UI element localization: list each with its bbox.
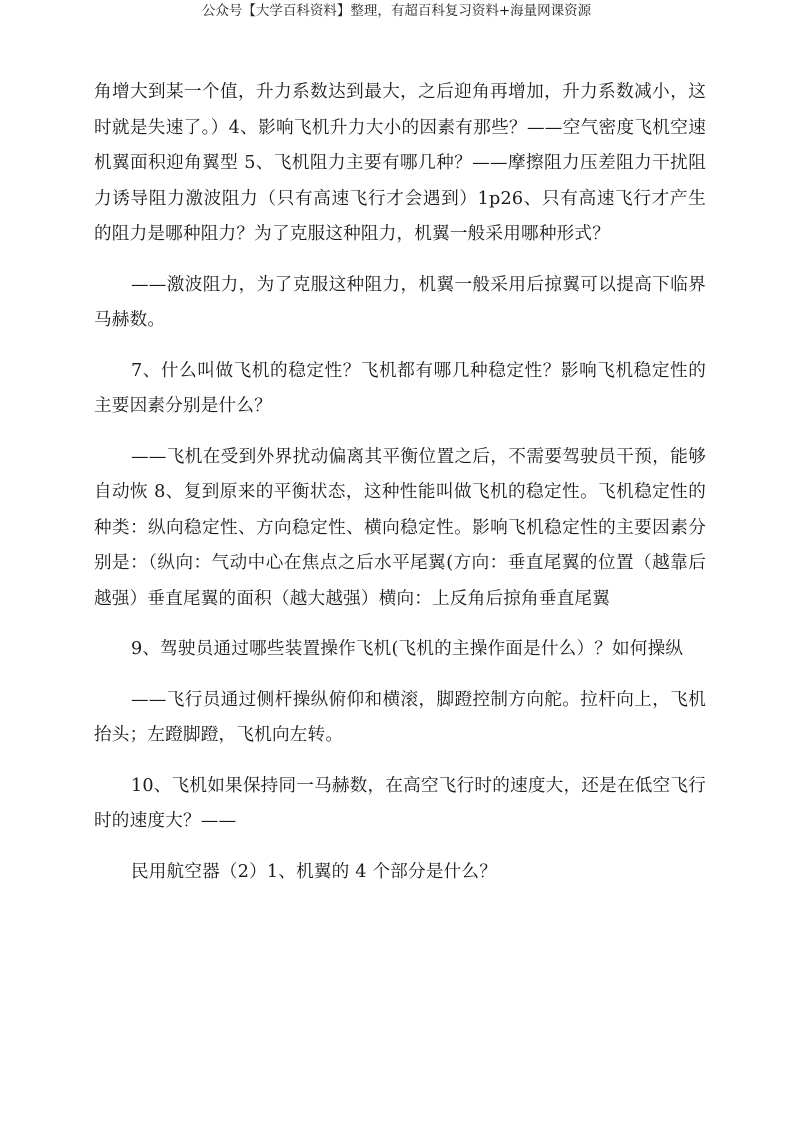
page-header: 公众号【大学百科资料】整理，有超百科复习资料+海量网课资源 xyxy=(201,3,592,19)
paragraph-3: 7、什么叫做飞机的稳定性？飞机都有哪几种稳定性？影响飞机稳定性的主要因素分别是什么？ xyxy=(94,360,706,416)
paragraph-2: ——激波阻力，为了克服这种阻力，机翼一般采用后掠翼可以提高下临界马赫数。 xyxy=(94,274,706,330)
paragraph-4: ——飞机在受到外界扰动偏离其平衡位置之后，不需要驾驶员干预，能够自动恢 8、复到原来的平衡状态，这种性能叫做飞机的稳定性。飞机稳定性的种类：纵向稳定性、方向稳定性、横向稳定性。影响飞机稳定性的主要因素分别是：（纵向：气动中心在焦点之后水平尾翼(方向：垂直尾翼的位置（越靠后越强）垂直尾翼的面积（越大越强）横向：上反角后掠角垂直尾翼 xyxy=(94,446,706,609)
paragraph-6: ——飞行员通过侧杆操纵俯仰和横滚，脚蹬控制方向舵。拉杆向上，飞机抬头；左蹬脚蹬，飞机向左转。 xyxy=(94,689,706,745)
document-body xyxy=(94,75,706,890)
paragraph-5: 9、驾驶员通过哪些装置操作飞机(飞机的主操作面是什么）？如何操纵 xyxy=(130,639,684,659)
paragraph-7: 10、飞机如果保持同一马赫数，在高空飞行时的速度大，还是在低空飞行时的速度大？—— xyxy=(94,775,706,831)
paragraph-8: 民用航空器（2）1、机翼的 4 个部分是什么？ xyxy=(130,861,498,882)
paragraph-1: 角增大到某一个值，升力系数达到最大，之后迎角再增加，升力系数减小，这时就是失速了。）4、影响飞机升力大小的因素有那些？——空气密度飞机空速机翼面积迎角翼型 5、飞机阻力主要有哪几种？——摩擦阻力压差阻力干扰阻力诱导阻力激波阻力（只有高速飞行才会遇到）1p26、只有高速飞行才产生的阻力是哪种阻力？为了克服这种阻力，机翼一般采用哪种形式？ xyxy=(94,82,706,244)
